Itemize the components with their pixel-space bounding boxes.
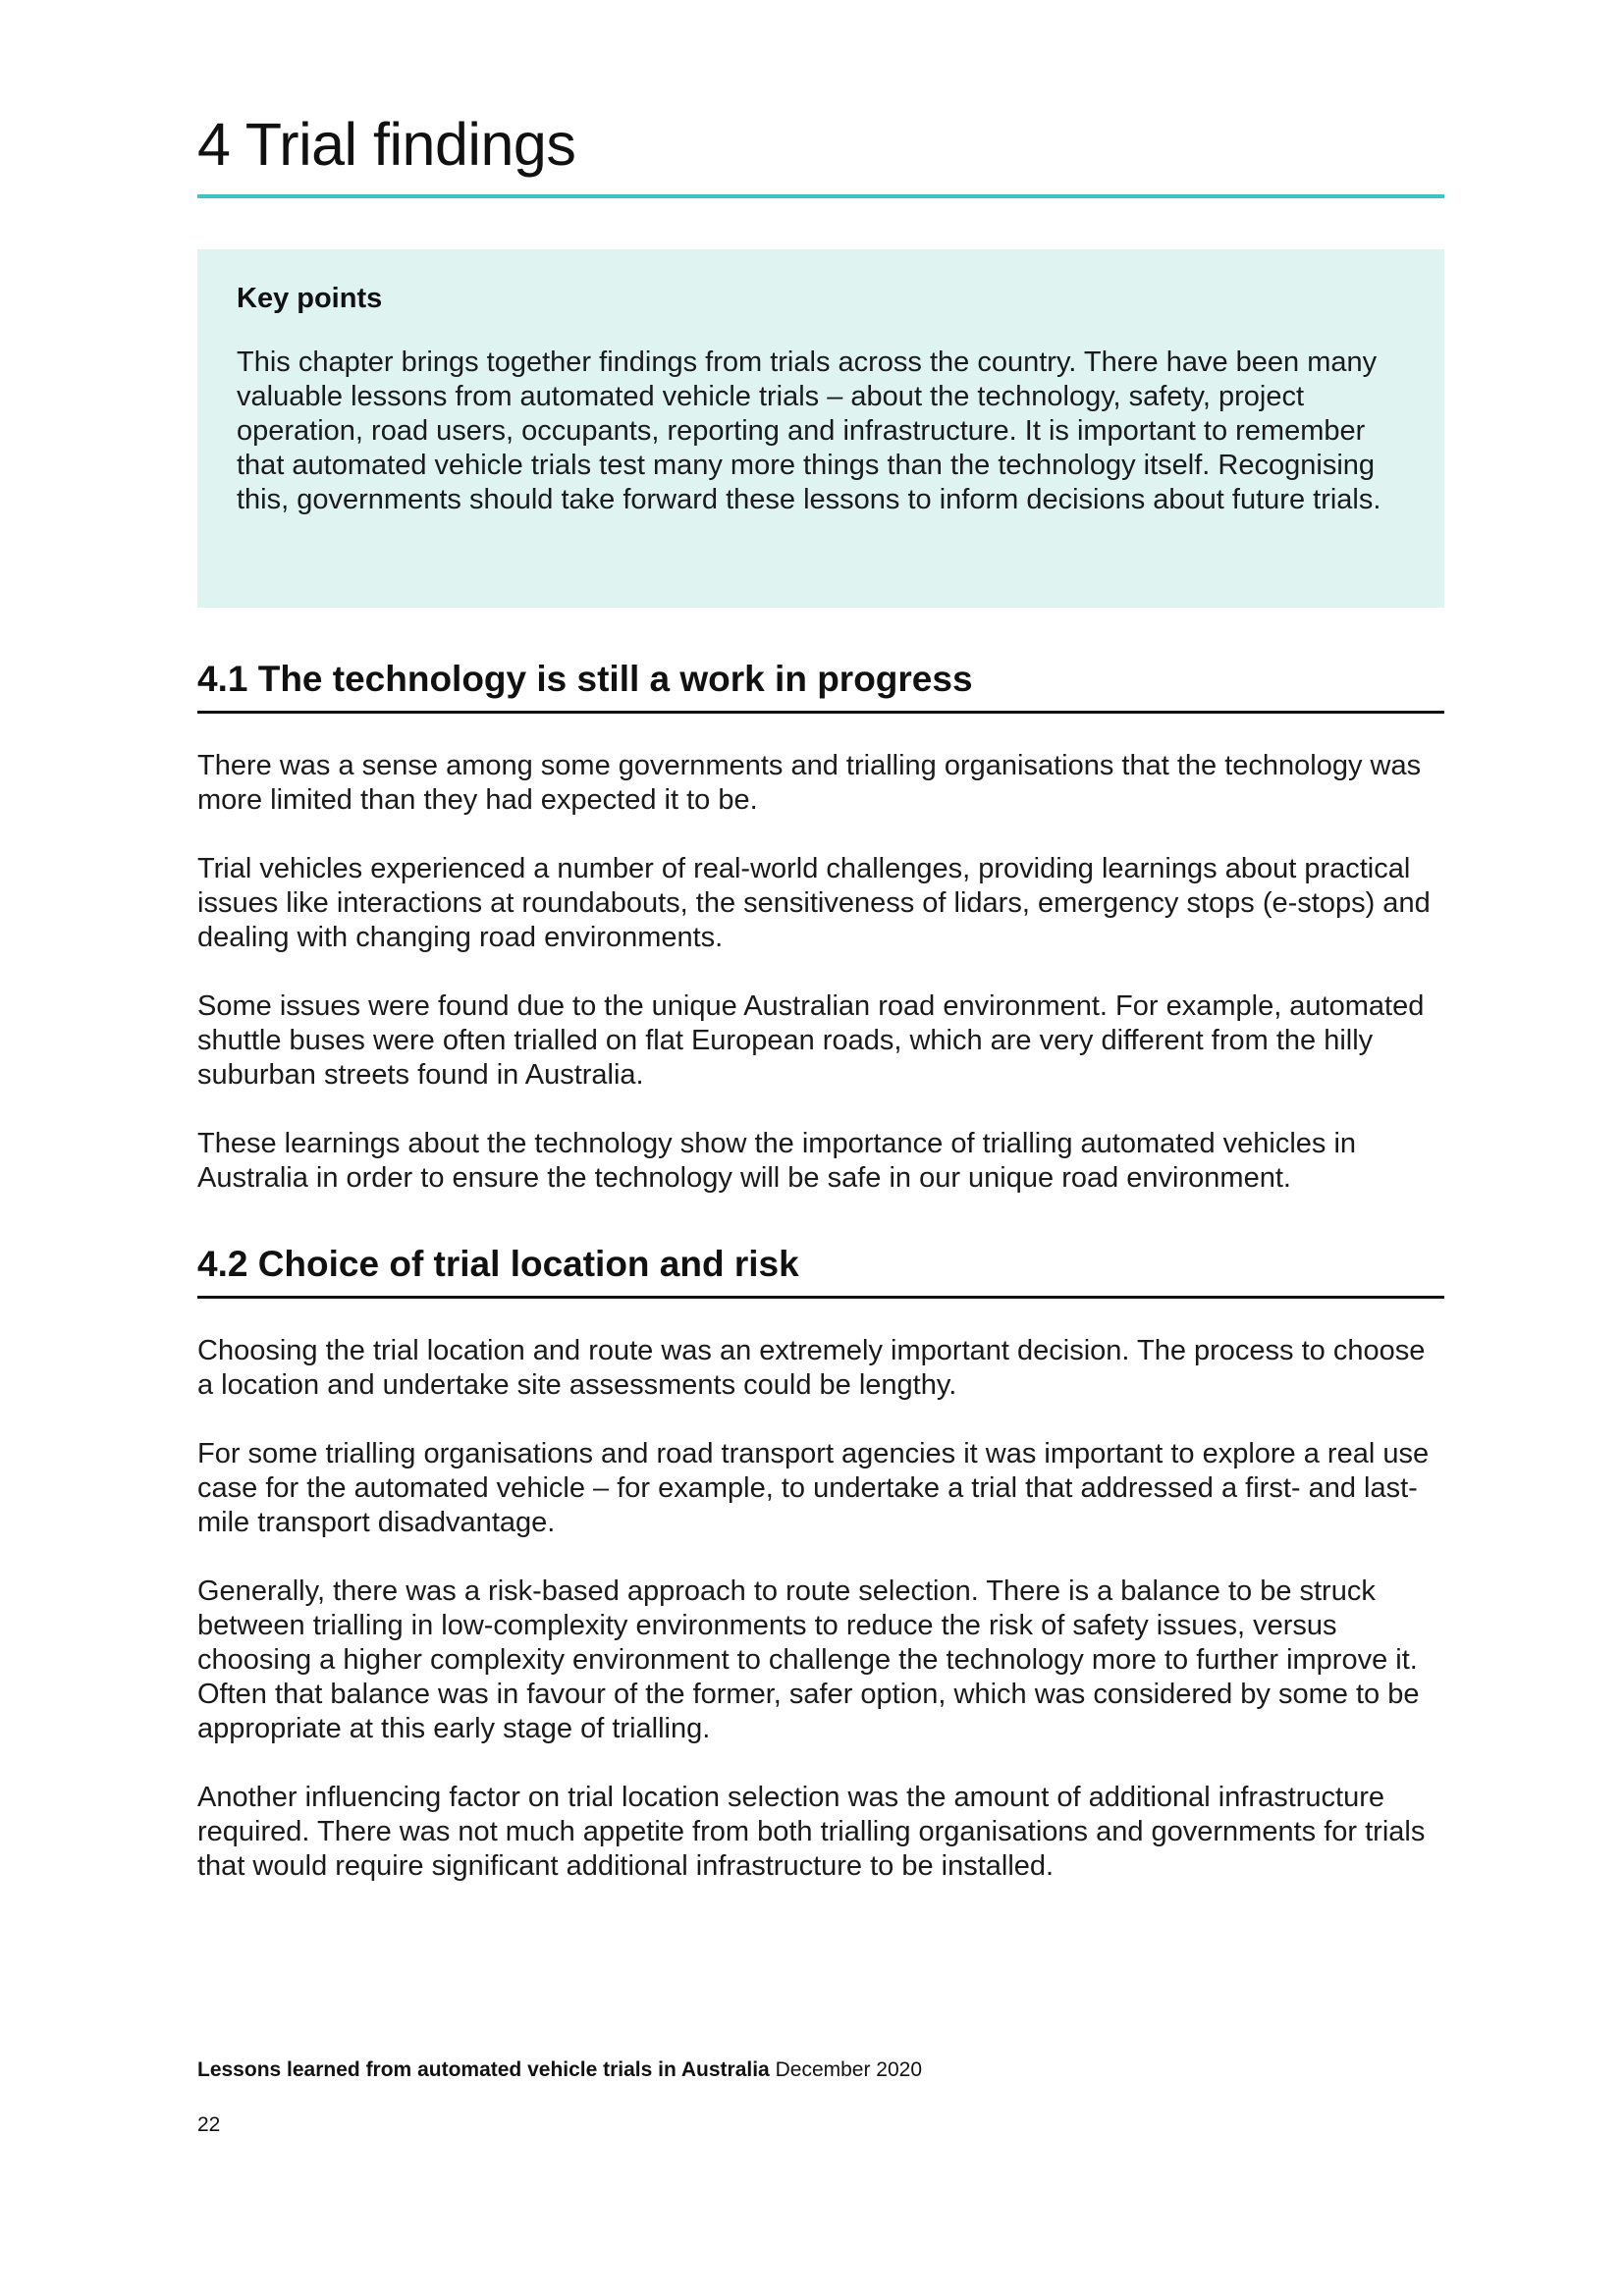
key-points-text: This chapter brings together findings from trials across the country. There have been many valuable lessons from automated vehicle trials – about the technology, safety, project operation, road users, occupants, reporting and infrastructure. It is important to remember that automated vehicle trials test many more things than the technology itself. Recognising this, governments should take forward these lessons to inform decisions about future trials. <box>237 347 1381 515</box>
section-body <box>197 749 1444 1196</box>
paragraph: For some trialling organisations and road transport agencies it was important to explore a real use case for the automated vehicle – for example, to undertake a trial that addressed a first- and last-mile transport disadvantage. <box>197 1438 1430 1538</box>
section-body <box>197 1334 1444 1884</box>
key-points-title: Key points <box>237 283 383 314</box>
paragraph: Choosing the trial location and route was an extremely important decision. The process to choose a location and undertake site assessments could be lengthy. <box>197 1335 1426 1401</box>
paragraph: These learnings about the technology show the importance of trialling automated vehicles in Australia in order to ensure the technology will be safe in our unique road environment. <box>197 1128 1357 1194</box>
footer-document-title <box>197 2057 922 2083</box>
key-points-box <box>197 249 1444 608</box>
chapter-title-rule <box>197 194 1444 198</box>
section-4-1 <box>197 658 1444 1230</box>
footer-date: December 2020 <box>775 2058 923 2081</box>
page-number: 22 <box>197 2113 221 2136</box>
paragraph: Generally, there was a risk-based approach to route selection. There is a balance to be struck between trialling in low-complexity environments to reduce the risk of safety issues, versus choosing a higher complexity environment to challenge the technology more to further improve it. Often that balance was in favour of the former, safer option, which was considered by some to be appropriate at this early stage of trialling. <box>197 1575 1420 1744</box>
paragraph: There was a sense among some governments and trialling organisations that the technology was more limited than they had expected it to be. <box>197 750 1422 816</box>
section-heading: 4.2 Choice of trial location and risk <box>197 1243 1444 1299</box>
chapter-title: 4 Trial findings <box>197 111 576 178</box>
paragraph: Trial vehicles experienced a number of real-world challenges, providing learnings about practical issues like interactions at roundabouts, the sensitiveness of lidars, emergency stops (e-stops) and dealing with changing road environments. <box>197 853 1431 953</box>
paragraph: Some issues were found due to the unique Australian road environment. For example, automated shuttle buses were often trialled on flat European roads, which are very different from the hilly suburban streets found in Australia. <box>197 990 1425 1091</box>
footer-doc-title: Lessons learned from automated vehicle trials in Australia <box>197 2058 770 2081</box>
section-4-2 <box>197 1243 1444 1918</box>
paragraph: Another influencing factor on trial location selection was the amount of additional infrastructure required. There was not much appetite from both trialling organisations and governments for trials that would require significant additional infrastructure to be installed. <box>197 1782 1426 1882</box>
section-heading: 4.1 The technology is still a work in progress <box>197 658 1444 714</box>
